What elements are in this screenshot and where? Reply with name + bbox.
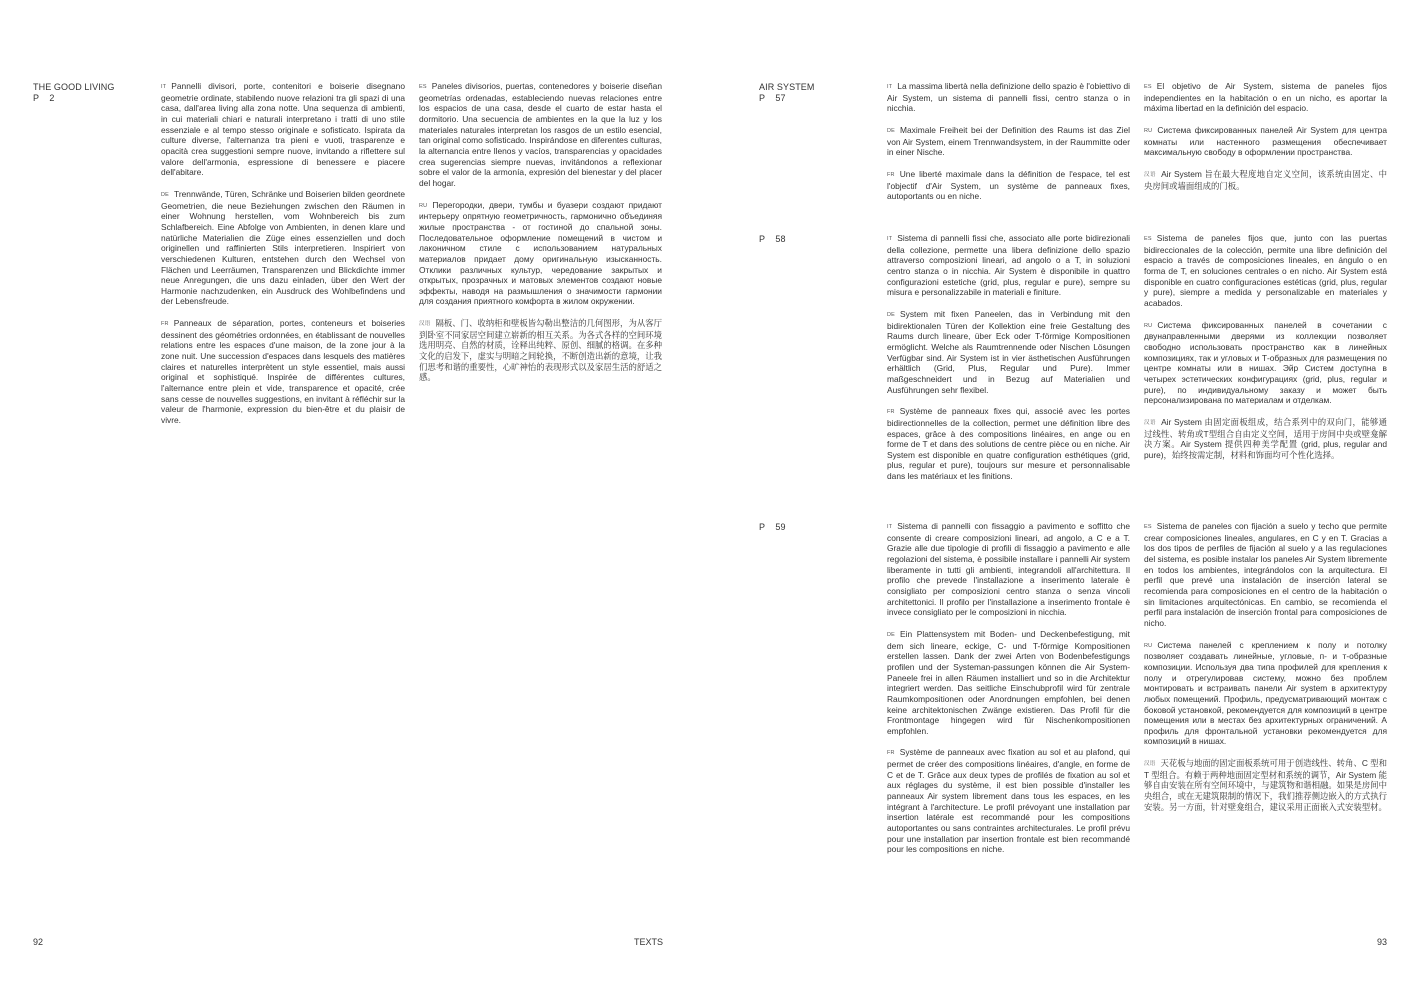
text-column-p58-1 [887,233,1130,493]
paragraph-fr: FR Système de panneaux avec fixation au sol et au plafond, qui permet de créer des compositions linéaires, d'angle, en forme de C et de T. Grâce aux deux types de profilés de fixation au sol et aux réglages du système, il est bien possible d'installer les panneaux Air system librement dans tous les espaces, en les intégrant à l'architecture. Le profil prévoyant une installation par insertion latérale est recommandé pour les compositions autoportantes ou sans contraintes architecturales. Le profil prévu pour une installation par insertion frontale est bien recommandé pour les compositions en niche. [887,747,1130,855]
paragraph-de: DE Trennwände, Türen, Schränke und Boiserien bilden geordnete Geometrien, die neue Beziehungen zwischen den Räumen in einer Wohnung herstellen, vom Wohnbereich bis zum Schlafbereich. Eine Abfolge von Ambienten, in denen klare und natürliche Materialien die Züge eines essenziellen und doch originellen und raffinierten Stils interpretieren. Inspiriert von verschiedenen Kulturen, entstehen durch den Wechsel von Flächen und Leerräumen, Transparenzen und Blickdichte immer neue Anregungen, die uns dazu einladen, über den Wert der Harmonie nachzudenken, ein Ausdruck des Wohlbefindens und der Lebensfreude. [161,188,405,307]
paragraph-es: ES Paneles divisorios, puertas, contenedores y boiserie diseñan geometrías ordenadas, estableciendo nuevas relaciones entre los espacios de una casa, desde el cuarto de estar hasta el dormitorio. Una secuencia de ambientes en la que la luz y los materiales naturales interpretan los rasgos de un estilo esencial, tan original como sofisticado. Inspirándose en diferentes culturas, la alternancia entre llenos y vacíos, transparencias y opacidades crea sugerencias siempre nuevas, invitándonos a reflexionar sobre el valor de la armonía, expresión del bienestar y del placer del hogar. [419,81,663,188]
section-title: AIR SYSTEM [759,82,815,92]
paragraph-it: IT Sistema di pannelli con fissaggio a pavimento e soffitto che consente di creare composizioni lineari, ad angolo, a C e a T. Grazie alle due tipologie di profili di fissaggio a pavimento e alle regolazioni del sistema, è possibile installare i pannelli Air system liberamente in tutti gli ambienti, integrandoli all'architettura. Il profilo che prevede l'installazione a inserimento laterale è consigliato per composizioni centro stanza o senza vincoli architettonici. Il profilo per l'installazione a inserimento frontale è invece consigliato per le composizioni in nicchia. [887,521,1130,618]
text-column-p57-1 [887,81,1130,213]
page-number-right: 93 [1377,937,1388,947]
paragraph-it: IT La massima libertà nella definizione dello spazio è l'obiettivo di Air System, un sistema di pannelli fissi, centro stanza o in nicchia. [887,81,1130,114]
paragraph-de: DE Maximale Freiheit bei der Definition des Raums ist das Ziel von Air System, einem Trennwandsystem, in der Raummitte oder in einer Nische. [887,124,1130,158]
paragraph-es: ES Sistema de paneles fijos que, junto con las puertas bidireccionales de la colección, permite una libre definición del espacio a través de composiciones lineales, en ángulo o en forma de T, en soluciones centrales o en nicho. Air System está disponible en cuatro configuraciones estéticas (grid, plus, regular y pure), siempre a medida y personalizable en materiales y acabados. [1144,233,1387,308]
section-title: THE GOOD LIVING [33,82,115,92]
paragraph-fr: FR Système de panneaux fixes qui, associé avec les portes bidirectionnelles de la collection, permet une définition libre des espaces, grâce à des compositions linéaires, en ange ou en forme de T et dans des solutions de centre pièce ou en niche. Air System est disponible en quatre configuration esthétiques (grid, plus, regular et pure), toujours sur mesure et personnalisable dans les matériaux et les finitions. [887,406,1130,482]
text-column-p57-2 [1144,81,1387,202]
page-number-left: 92 [33,937,44,947]
paragraph-zh: 汉语 Air System 由固定面板组成，结合系列中的双向门，能够通过线性、转角或T型组合自由定义空间，适用于房间中央或壁龛解决方案。Air System 提供四种美学配置 (grid, plus, regular and pure)，始终按需定制，材料和饰面均可个性化选择。 [1144,416,1387,460]
paragraph-ru: RU Система фиксированных панелей Air System для центра комнаты или настенного размещения обеспечивает максимальную свободу в оформлении пространства. [1144,124,1387,158]
page-reference: P 2 [33,93,55,103]
section-header-air-system [759,82,815,104]
paragraph-it: IT Sistema di pannelli fissi che, associato alle porte bidirezionali della collezione, permette una libera definizione dello spazio attraverso composizioni lineari, ad angolo o a T, in soluzioni centro stanza o in nicchia. Air System è disponibile in quattro configurazioni estetiche (grid, plus, regular e pure), sempre su misura e personalizzabile in materiali e finiture. [887,233,1130,298]
text-column-left-2 [419,81,662,394]
paragraph-de: DE System mit fixen Paneelen, das in Verbindung mit den bidirektionalen Türen der Kollektion eine freie Gestaltung des Raums durch lineare, über Eck oder T-förmige Kompositionen ermöglicht. Welche als Raumtrennende oder Nischen Lösungen Verfügbar sind. Air System ist in vier ästhetischen Ausführungen erhältlich (Grid, Plus, Regular und Pure). Immer maßgeschneidert und in Bezug auf Materialien und Ausführungen sehr flexibel. [887,308,1130,395]
page-reference-p59: P 59 [759,522,786,532]
paragraph-ru: RU Перегородки, двери, тумбы и буазери создают придают интерьеру опрятную геометричность, гармонично объединяя жилые пространства - от гостиной до спальной зоны. Последовательное оформление помещений в чистом и лаконичном стиле с использованием натуральных материалов придает дому оригинальную изысканность. Отклики различных культур, чередование закрытых и открытых, прозрачных и матовых элементов создают новые эффекты, наводя на размышления о значимости гармонии для создания приятного комфорта в жилом окружении. [419,199,662,307]
paragraph-it: IT Pannelli divisori, porte, contenitori e boiserie disegnano geometrie ordinate, stabilendo nuove relazioni tra gli spazi di una casa, dall'area living alla zona notte. Una sequenza di ambienti, in cui materiali chiari e naturali interpretano i tratti di uno stile essenziale e al tempo stesso originale e sofisticato. Ispirata da culture diverse, l'alternanza tra pieni e vuoti, trasparenze e opacità crea suggestioni sempre nuove, invitando a riflettere sul valore dell'armonia, espressione di benessere e piacere dell'abitare. [161,81,405,178]
paragraph-es: ES El objetivo de Air System, sistema de paneles fijos independientes en la habitación o en un nicho, es aportar la máxima libertad en la definición del espacio. [1144,81,1387,114]
paragraph-fr: FR Panneaux de séparation, portes, conteneurs et boiseries dessinent des géométries ordonnées, en établissant de nouvelles relations entre les espaces d'une maison, de la zone jour à la zone nuit. Une succession d'espaces dans lesquels des matières claires et naturelles interprètent un style essentiel, mais aussi original et sophistiqué. Inspirée de différentes cultures, l'alternance entre plein et vide, transparence et opacité, crée sans cesse de nouvelles suggestions, en invitant à réfléchir sur la valeur de l'harmonie, expression du bien-être et du plaisir de vivre. [161,318,405,426]
paragraph-ru: RU Система панелей с креплением к полу и потолку позволяет создавать линейные, угловые, п- и т-образные композиции. Используя два типа профилей для крепления к полу и отрегулировав систему, можно без проблем монтировать и встраивать панели Air system в архитектуру любых помещений. Профиль, предусматривающий монтаж с боковой установкой, рекомендуется для композиций в центре помещения или в местах без архитектурных ограничений. А профиль для фронтальной установки рекомендуется для композиций в нишах. [1144,639,1387,747]
paragraph-zh: 汉语 Air System 旨在最大程度地自定义空间，该系统由固定、中央房间或墙面组成的门板。 [1144,168,1387,191]
text-column-p58-2 [1144,233,1387,471]
page-reference-p58: P 58 [759,234,786,244]
text-column-p59-1 [887,521,1130,866]
running-footer-label: TEXTS [634,937,664,947]
paragraph-de: DE Ein Plattensystem mit Boden- und Deckenbefestigung, mit dem sich lineare, eckige, C- und T-förmige Kompositionen erstellen lassen. Dank der zwei Arten von Bodenbefestigungs profilen und der Systeman-passungen können die Air System-Paneele frei in allen Räumen installiert und so in die Architektur integriert werden. Das seitliche Einschubprofil wird für zentrale Raumkompositionen oder Anordnungen empfohlen, bei denen keine architektonischen Zwänge existieren. Das Profil für die Frontmontage hingegen wird für Nischenkompositionen empfohlen. [887,628,1130,736]
paragraph-zh: 汉语 天花板与地面的固定面板系统可用于创造线性、转角、C 型和 T 型组合。有赖于两种地面固定型材和系统的调节，Air System 能够自由安装在所有空间环境中，与建筑物和谐相融。如果是房间中央组合，或在无建筑限制的情况下，我们推荐侧边嵌入的方式执行安装。另一方面，针对壁龛组合，建议采用正面嵌入式安装型材。 [1144,758,1387,812]
text-column-left-1 [161,81,405,437]
paragraph-zh: 汉语 隔板、门、收纳柜和壁板皆勾勒出整洁的几何图形，为从客厅到卧室不同家居空间建立崭新的相互关系。为各式各样的空间环境选用明亮、自然的材质，诠释出纯粹、原创、细腻的格调。在多种文化的启发下，虚实与明暗之间轮换，不断创造出新的意境，让我们思考和谐的重要性，心旷神怡的表现形式以及家居生活的舒适之感。 [419,318,662,383]
text-column-p59-2 [1144,521,1387,823]
section-header-good-living [33,82,115,104]
paragraph-ru: RU Система фиксированных панелей в сочетании с двунаправленными дверями из коллекции позволяет свободно использовать пространство как в линейных композициях, так и угловых и Т-образных для размещения по центре комнаты или в нишах. Эйр Систем доступна в четырех эстетических конфигурациях (grid, plus, regular и pure), по индивидуальному заказу и может быть персонализирована по материалам и отделкам. [1144,319,1387,406]
paragraph-fr: FR Une liberté maximale dans la définition de l'espace, tel est l'objectif d'Air System, un système de panneaux fixes, autoportants ou en niche. [887,168,1130,202]
paragraph-es: ES Sistema de paneles con fijación a suelo y techo que permite crear composiciones lineales, angulares, en C y en T. Gracias a los dos tipos de perfiles de fijación al suelo y a las regulaciones del sistema, es posible instalar los paneles Air System libremente en todos los ambientes, integrándolos con la arquitectura. El perfil que prevé una instalación de inserción lateral se recomienda para composiciones en el centro de la habitación o sin limitaciones arquitectónicas. En cambio, se recomienda el perfil para instalación de inserción frontal para composiciones de nicho. [1144,521,1387,628]
page-reference: P 57 [759,93,786,103]
